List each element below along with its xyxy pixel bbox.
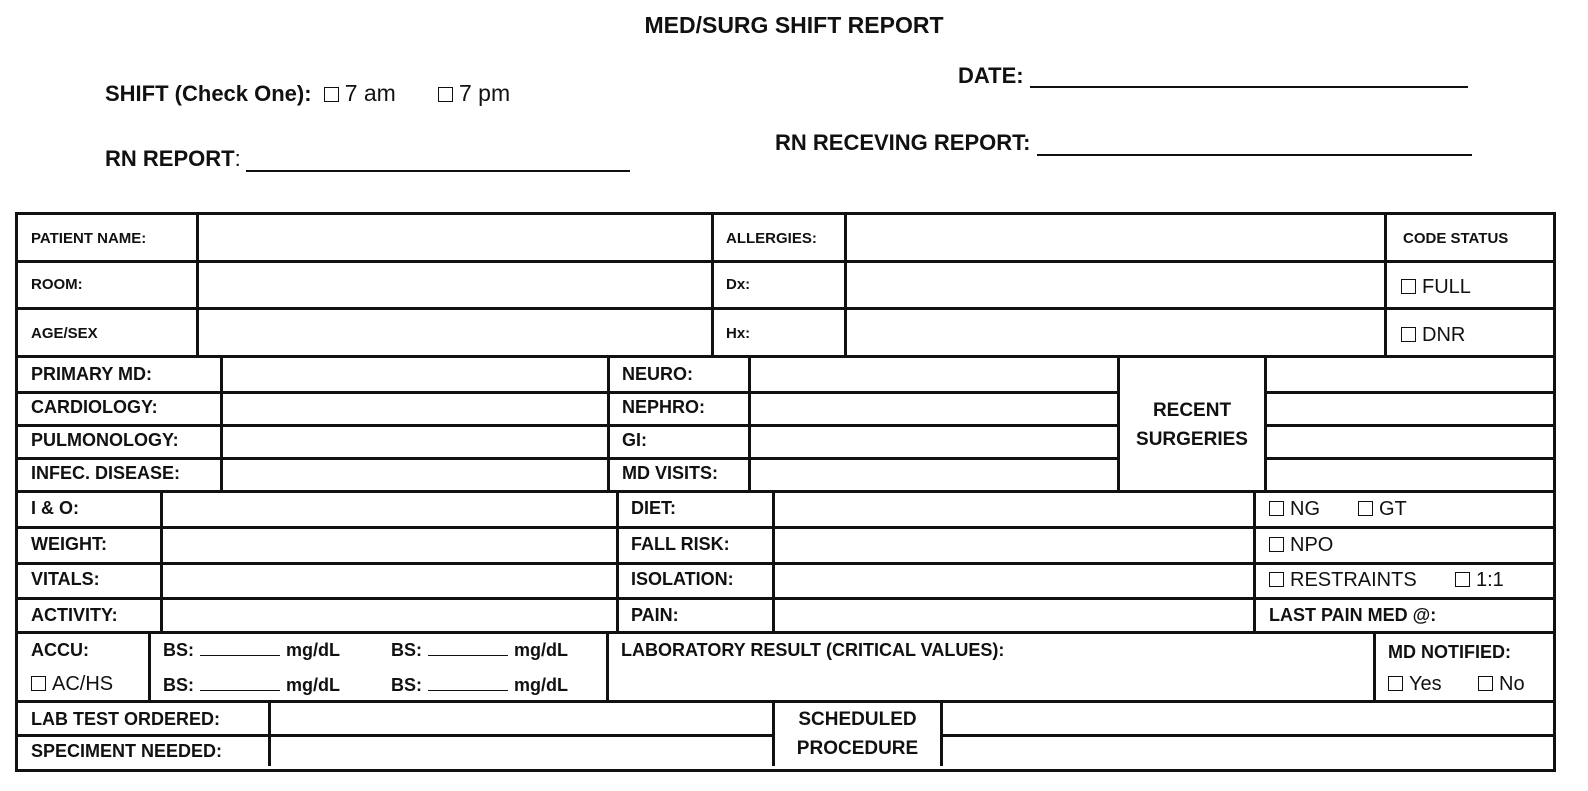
isolation-label: ISOLATION: [631,569,734,589]
io-label: I & O: [31,498,79,518]
date-field[interactable] [1030,86,1468,88]
one-to-one-option[interactable]: 1:1 [1455,569,1504,592]
shift-option-7am[interactable]: 7 am [324,80,396,106]
checkbox-icon[interactable] [1269,572,1284,587]
checkbox-icon[interactable] [1388,676,1403,691]
lab-test-ordered-label: LAB TEST ORDERED: [31,709,220,729]
checkbox-icon[interactable] [324,87,339,102]
activity-label: ACTIVITY: [31,605,118,625]
gi-label: GI: [622,430,647,450]
bs-reading-3: BS: mg/dL [163,675,340,695]
infec-disease-label: INFEC. DISEASE: [31,463,181,483]
code-full-option[interactable]: FULL [1401,276,1471,299]
checkbox-icon[interactable] [1401,327,1416,342]
bs-value-field[interactable] [428,678,508,691]
bs-reading-1: BS: mg/dL [163,640,340,660]
weight-label: WEIGHT: [31,534,107,554]
restraints-option[interactable]: RESTRAINTS [1269,569,1417,592]
neuro-label: NEURO: [622,364,693,384]
npo-option[interactable]: NPO [1269,534,1333,557]
bs-value-field[interactable] [200,678,280,691]
code-status-label: CODE STATUS [1403,230,1509,247]
rn-report-label: RN REPORT: [105,146,241,171]
speciment-needed-label: SPECIMENT NEEDED: [31,741,223,761]
lab-result-label: LABORATORY RESULT (CRITICAL VALUES): [621,640,1005,660]
diet-label: DIET: [631,498,676,518]
last-pain-med-label: LAST PAIN MED @: [1269,605,1437,625]
checkbox-icon[interactable] [1269,537,1284,552]
rn-report-field[interactable] [246,170,630,172]
bs-reading-4: BS: mg/dL [391,675,568,695]
ng-option[interactable]: NG [1269,498,1320,521]
checkbox-icon[interactable] [31,676,46,691]
md-visits-label: MD VISITS: [622,463,719,483]
cardiology-label: CARDIOLOGY: [31,397,158,417]
md-notified-no[interactable]: No [1478,673,1525,696]
pain-label: PAIN: [631,605,679,625]
checkbox-icon[interactable] [438,87,453,102]
pulmonology-label: PULMONOLOGY: [31,430,179,450]
bs-value-field[interactable] [428,643,508,656]
checkbox-icon[interactable] [1401,279,1416,294]
rn-receiving-label: RN RECEVING REPORT: [775,130,1031,155]
age-sex-label: AGE/SEX [31,325,98,342]
recent-surgeries-label: RECENT SURGERIES [1136,400,1248,450]
primary-md-label: PRIMARY MD: [31,364,152,384]
nephro-label: NEPHRO: [622,397,706,417]
page-title: MED/SURG SHIFT REPORT [644,12,944,38]
scheduled-procedure-label: SCHEDULED PROCEDURE [796,709,919,759]
date-label: DATE: [958,63,1024,88]
fall-risk-label: FALL RISK: [631,534,730,554]
checkbox-icon[interactable] [1478,676,1493,691]
rn-receiving-field[interactable] [1037,154,1472,156]
ac-hs-option[interactable]: AC/HS [31,673,113,696]
md-notified-label: MD NOTIFIED: [1388,642,1511,662]
code-dnr-option[interactable]: DNR [1401,324,1465,347]
checkbox-icon[interactable] [1269,501,1284,516]
accu-label: ACCU: [31,640,89,660]
gt-option[interactable]: GT [1358,498,1407,521]
dx-label: Dx: [726,276,751,293]
bs-value-field[interactable] [200,643,280,656]
vitals-label: VITALS: [31,569,100,589]
checkbox-icon[interactable] [1455,572,1470,587]
hx-label: Hx: [726,325,751,342]
md-notified-yes[interactable]: Yes [1388,673,1442,696]
shift-label: SHIFT (Check One): [105,81,312,106]
shift-option-7pm[interactable]: 7 pm [438,80,510,106]
shift-selector [105,80,510,107]
room-label: ROOM: [31,276,83,293]
allergies-label: ALLERGIES: [726,230,817,247]
patient-name-label: PATIENT NAME: [31,230,147,247]
bs-reading-2: BS: mg/dL [391,640,568,660]
checkbox-icon[interactable] [1358,501,1373,516]
